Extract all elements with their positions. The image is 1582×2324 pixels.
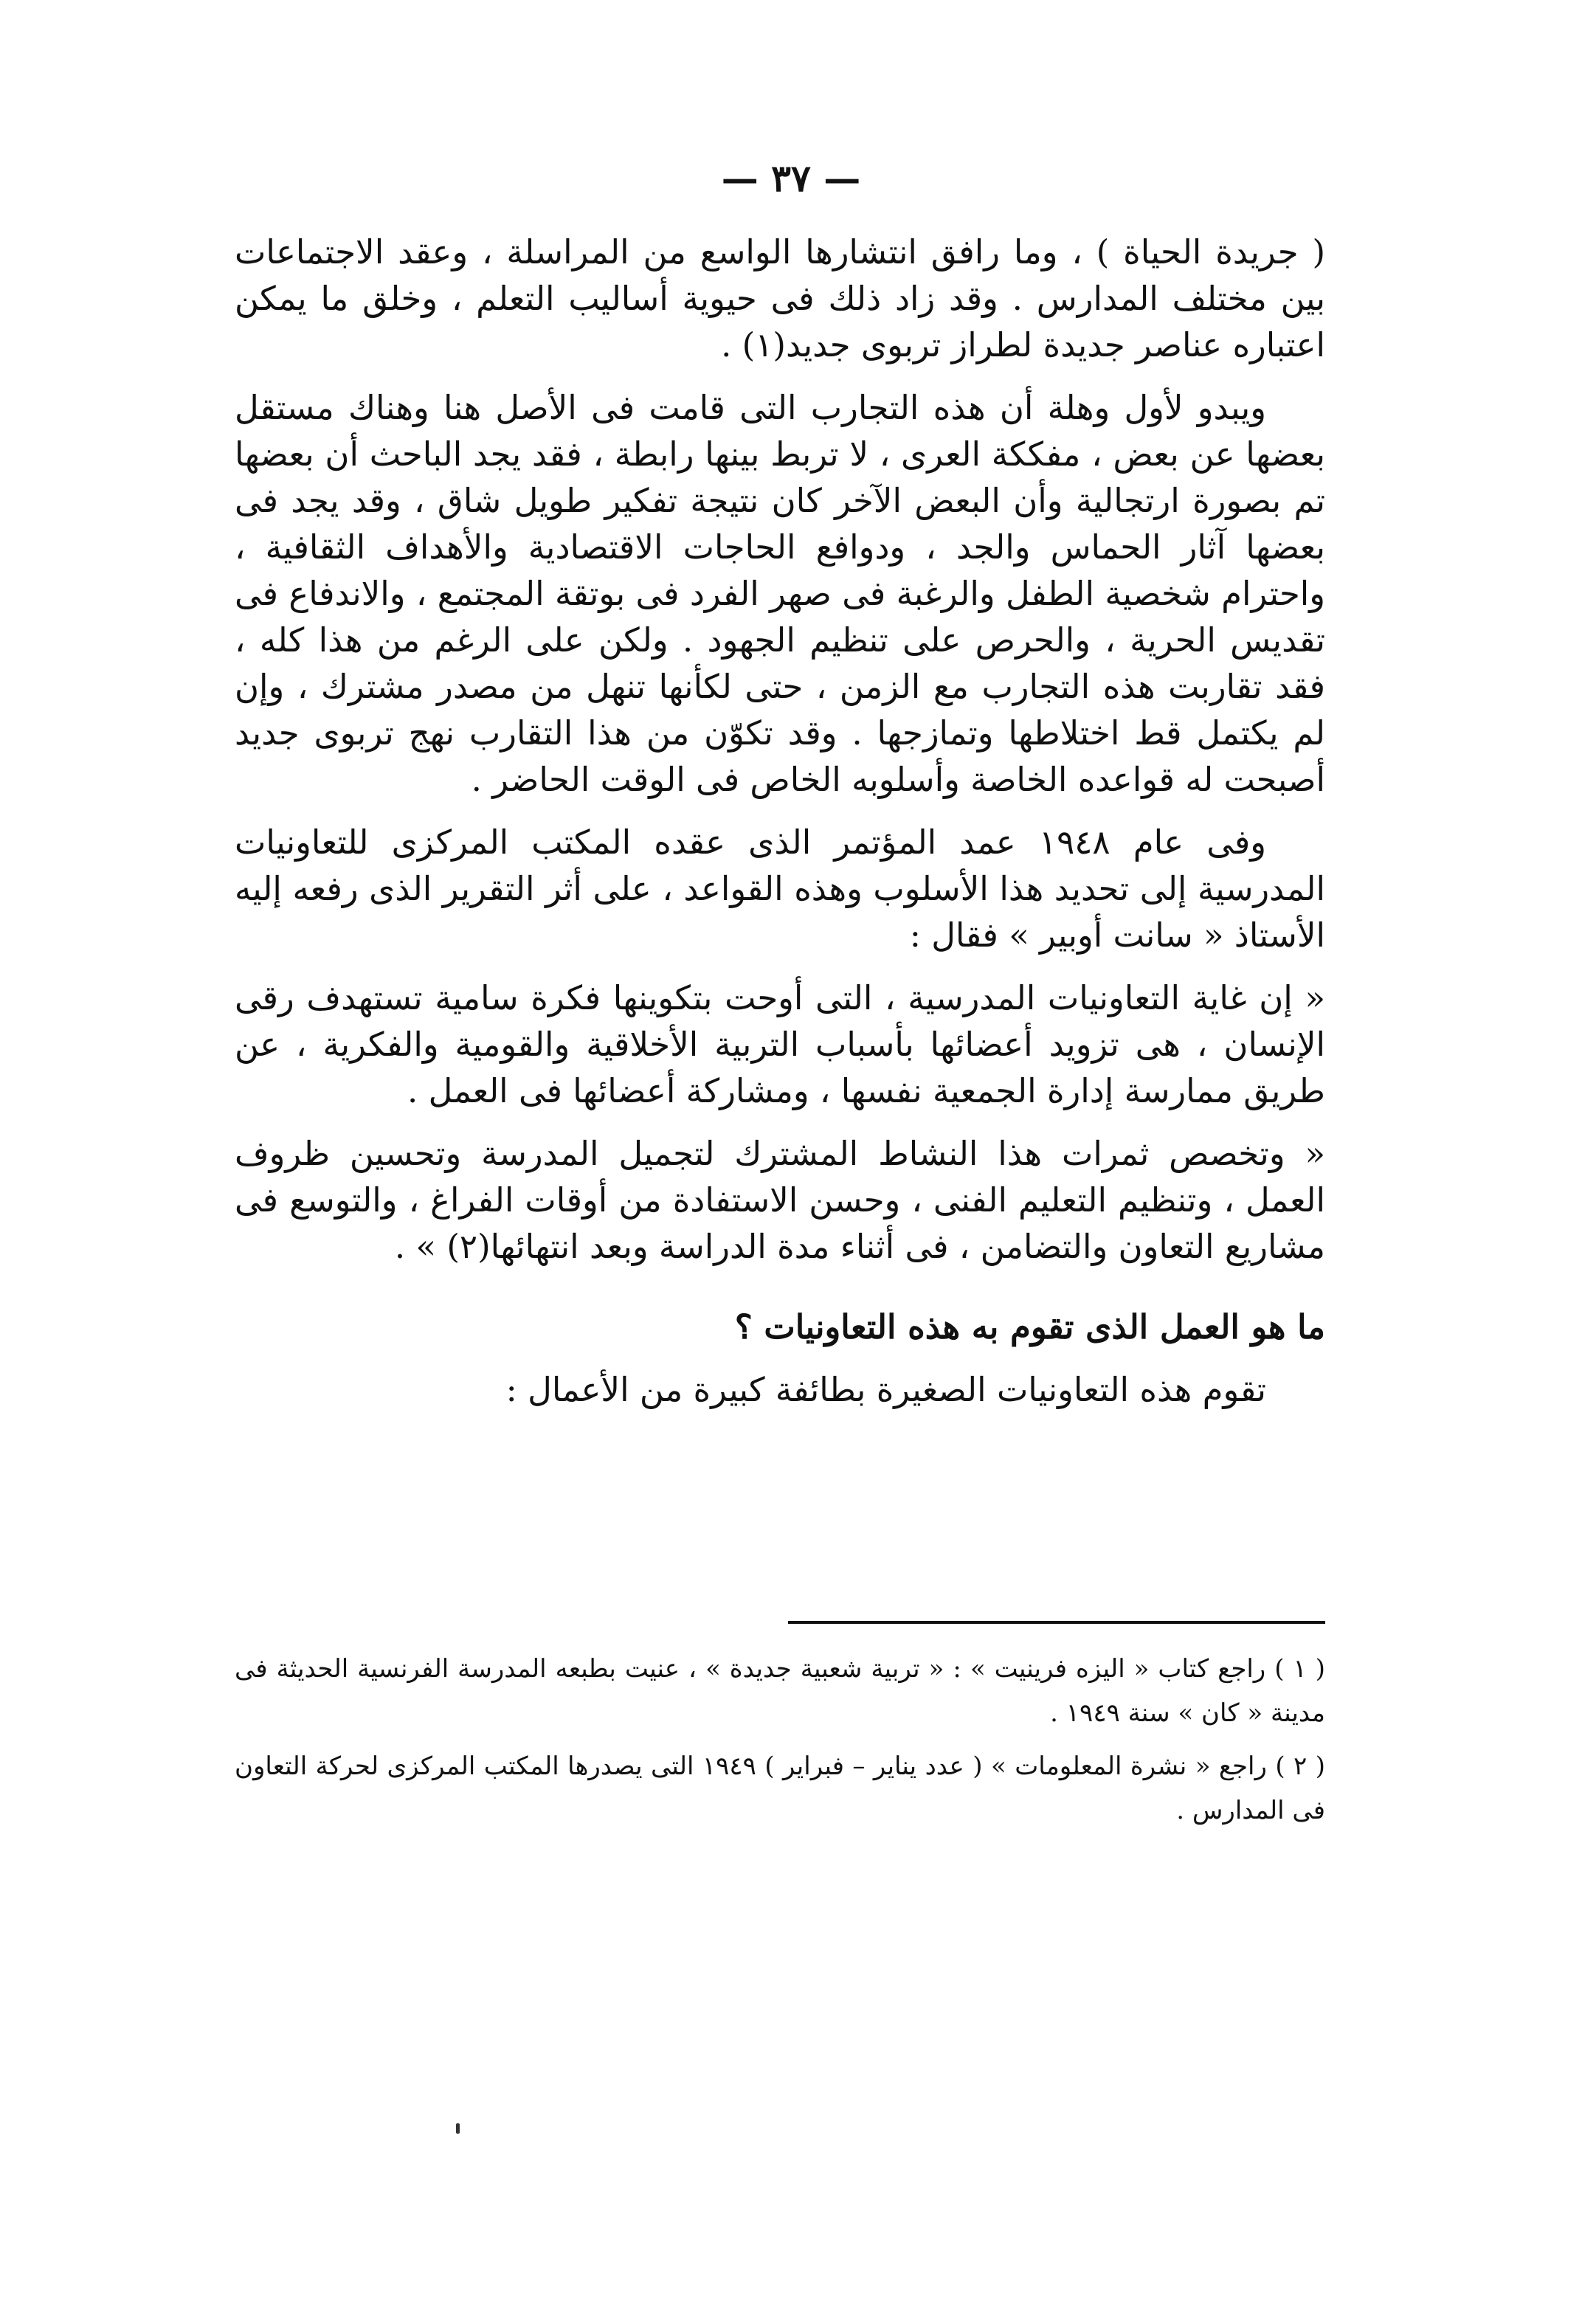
quote-fruits: « وتخصص ثمرات هذا النشاط المشترك لتجميل المدرسة وتحسين ظروف العمل ، وتنظيم التعليم الفنى ، وحسن الاستفادة من أوقات الفراغ ، والتوسع فى مشاريع التعاون والتضامن ، فى أثناء مدة الدراسة وبعد انتهائها(٢) » . bbox=[235, 1134, 1325, 1266]
paragraph-conference: وفى عام ١٩٤٨ عمد المؤتمر الذى عقده المكتب المركزى للتعاونيات المدرسية إلى تحديد هذا الأسلوب وهذه القواعد ، على أثر التقرير الذى رفعه إليه الأستاذ « سانت أوبير » فقال : bbox=[235, 823, 1325, 955]
main-text bbox=[235, 229, 1325, 1429]
closing-line: تقوم هذه التعاونيات الصغيرة بطائفة كبيرة من الأعمال : bbox=[505, 1370, 1266, 1409]
footnote-2: ( ٢ ) راجع « نشرة المعلومات » ( عدد يناير – فبراير ) ١٩٤٩ التى يصدرها المكتب المركزى لحركة التعاون فى المدارس . bbox=[235, 1751, 1325, 1825]
section-question: ما هو العمل الذى تقوم به هذه التعاونيات ؟ bbox=[734, 1307, 1325, 1346]
quote-goal: « إن غاية التعاونيات المدرسية ، التى أوحت بتكوينها فكرة سامية تستهدف رقى الإنسان ، هى تزويد أعضائها بأسباب التربية الأخلاقية والقومية والفكرية ، عن طريق ممارسة إدارة الجمعية نفسها ، ومشاركة أعضائها فى العمل . bbox=[235, 978, 1325, 1110]
footnote-1: ( ١ ) راجع كتاب « اليزه فرينيت » : « تربية شعبية جديدة » ، عنيت بطبعه المدرسة الفرنسية الحديثة فى مدينة « كان » سنة ١٩٤٩ . bbox=[235, 1654, 1326, 1728]
paragraph-experiments: ويبدو لأول وهلة أن هذه التجارب التى قامت فى الأصل هنا وهناك مستقل بعضها عن بعض ، مفككة العرى ، لا تربط بينها رابطة ، فقد يجد الباحث أن بعضها تم بصورة ارتجالية وأن البعض الآخر كان نتيجة تفكير طويل شاق ، وقد يجد فى بعضها آثار الحماس والجد ، ودوافع الحاجات الاقتصادية والأهداف الثقافية ، واحترام شخصية الطفل والرغبة فى صهر الفرد فى بوتقة المجتمع ، والاندفاع فى تقديس الحرية ، والحرص على تنظيم الجهود . ولكن على الرغم من هذا كله ، فقد تقاربت هذه التجارب مع الزمن ، حتى لكأنها تنهل من مصدر مشترك ، وإن لم يكتمل قط اختلاطها وتمازجها . وقد تكوّن من هذا التقارب نهج تربوى جديد أصبحت له قواعده الخاصة وأسلوبه الخاص فى الوقت الحاضر . bbox=[235, 388, 1325, 799]
footnotes bbox=[235, 1647, 1325, 1841]
paragraph-intro: ( جريدة الحياة ) ، وما رافق انتشارها الواسع من المراسلة ، وعقد الاجتماعات بين مختلف المدارس . وقد زاد ذلك فى حيوية أساليب التعلم ، وخلق ما يمكن اعتباره عناصر جديدة لطراز تربوى جديد(١) . bbox=[235, 232, 1325, 364]
footnote-divider bbox=[788, 1621, 1325, 1624]
scan-speck bbox=[456, 2123, 460, 2134]
page-number: — ٣٧ — bbox=[721, 156, 861, 200]
